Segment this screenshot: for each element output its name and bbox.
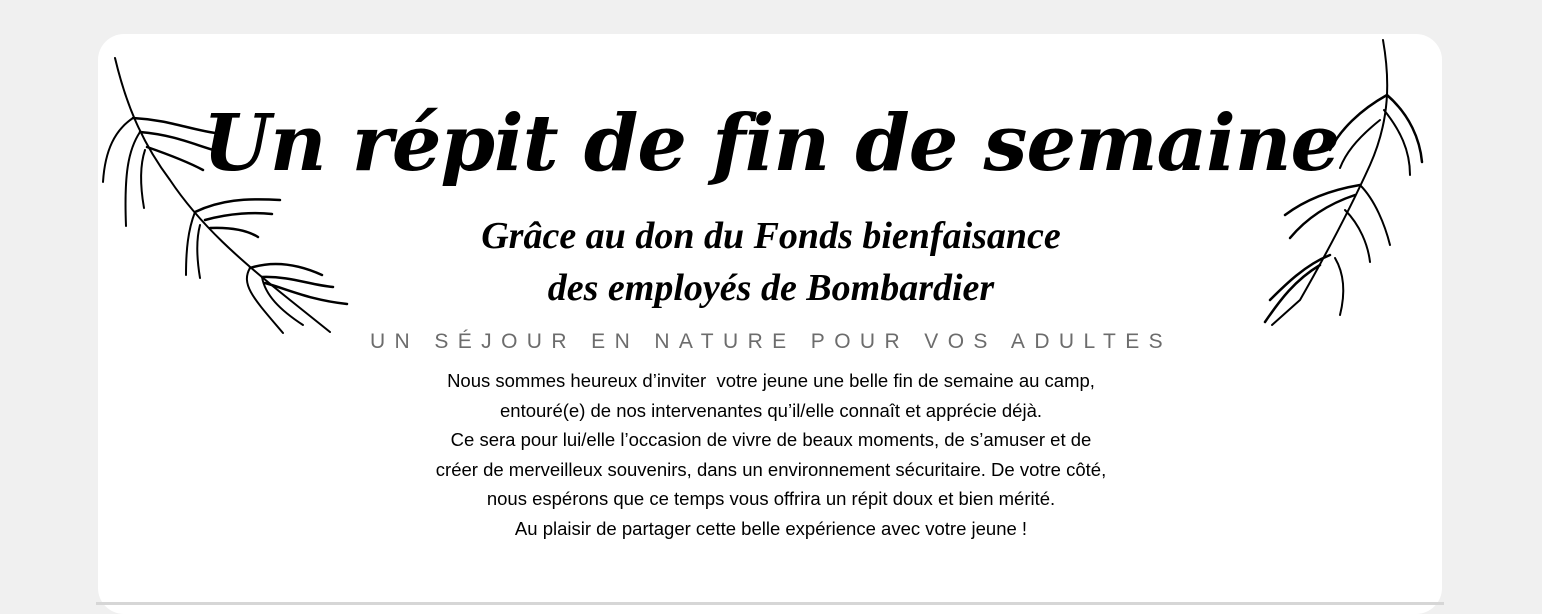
subtitle-line-1: Grâce au don du Fonds bienfaisance [481,215,1061,257]
tagline: UN SÉJOUR EN NATURE POUR VOS ADULTES [369,330,1173,353]
page-title: Un répit de fin de semaine [202,98,1340,189]
body-text [0,366,1542,543]
body-line: entouré(e) de nos intervenantes qu’il/elle connaît et apprécie déjà. [500,399,1042,421]
body-line: nous espérons que ce temps vous offrira un répit doux et bien mérité. [486,488,1056,509]
body-line: créer de merveilleux souvenirs, dans un environnement sécuritaire. De votre côté, [435,458,1107,480]
body-line: Nous sommes heureux d’inviter votre jeune une belle fin de semaine au camp, [447,370,1095,391]
body-line: Ce sera pour lui/elle l’occasion de vivre de beaux moments, de s’amuser et de [450,429,1092,450]
subtitle-line-2: des employés de Bombardier [547,267,995,309]
body-line: Au plaisir de partager cette belle expérience avec votre jeune ! [514,517,1028,539]
